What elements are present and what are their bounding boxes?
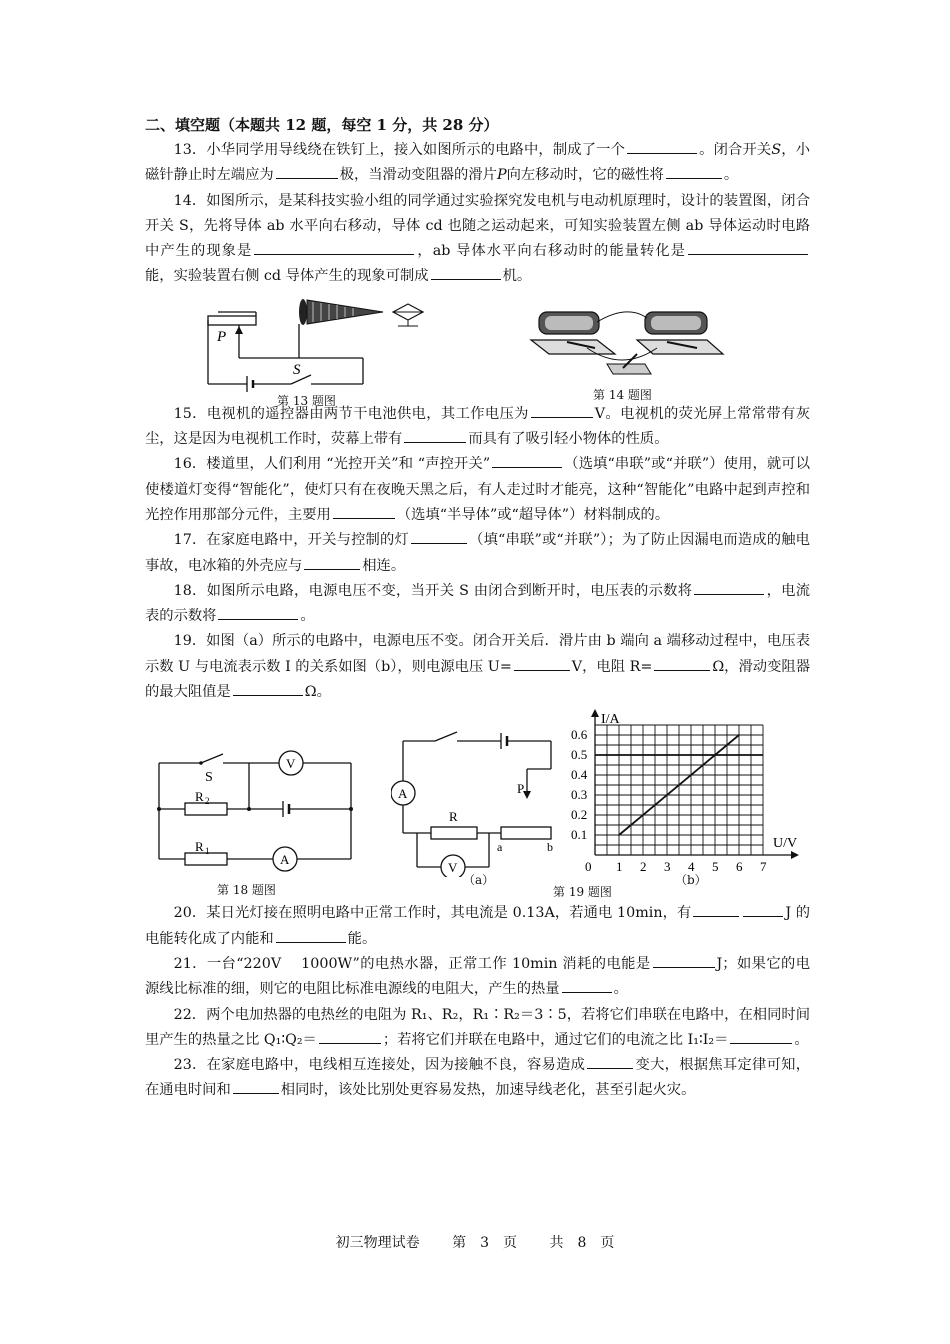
y-tick-label: 0.1 — [571, 827, 588, 843]
svg-text:P: P — [517, 781, 525, 797]
question-14: 14．如图所示，是某科技实验小组的同学通过实验探究发电机与电动机原理时，设计的装置图，闭合开关 S，先将导体 ab 水平向右移动，导体 cd 也随之运动起来，可知实验装置左侧 ab 导体运动时电路中产生的现象是 ，ab 导体水平向右移动时的能量转化是能，实验装置右侧 cd 导体产生的现象可制成 机。 — [145, 192, 810, 285]
answer-blank[interactable] — [233, 1078, 279, 1094]
answer-blank[interactable] — [514, 655, 570, 671]
answer-blank[interactable] — [304, 554, 360, 570]
question-15: 15．电视机的遥控器由两节干电池供电，其工作电压为 V。电视机的荧光屏上常常带有灰尘，这是因为电视机工作时，荧幕上带有 而具有了吸引轻小物体的性质。 — [145, 402, 810, 453]
svg-text:V: V — [448, 860, 458, 876]
x-tick-label: 7 — [760, 859, 767, 875]
figures-13-14 — [145, 290, 810, 408]
svg-text:b: b — [547, 840, 553, 855]
question-23: 23．在家庭电路中，电线相互连接处，因为接触不良，容易造成 变大，根据焦耳定律可知，在通电时间和 相同时，该处比别处更容易发热，加速导线老化，甚至引起火灾。 — [145, 1053, 810, 1104]
answer-blank[interactable] — [404, 427, 466, 443]
resistor-r-icon — [431, 827, 477, 839]
answer-blank[interactable] — [693, 901, 739, 917]
footer-page-total: 共 8 页 — [549, 1235, 615, 1251]
answer-blank[interactable] — [587, 1053, 633, 1069]
answer-blank[interactable] — [627, 138, 697, 154]
question-16: 16．楼道里，人们利用 “光控开关”和 “声控开关” （选填“串联”或“并联”）使用，就可以使楼道灯变得“智能化”，使灯只有在夜晚天黑之后，有人走过时才能亮，这种“智能化”电路中起到声控和光控作用那部分元件，主要用 （选填“半导体”或“超导体”）材料制成的。 — [145, 452, 810, 528]
answer-blank[interactable] — [492, 452, 562, 468]
svg-text:V: V — [286, 756, 296, 772]
answer-blank[interactable] — [233, 680, 303, 696]
x-axis-label: U/V — [773, 836, 798, 852]
y-axis-arrow — [591, 709, 599, 717]
y-tick-label: 0.5 — [571, 747, 588, 763]
answer-blank[interactable] — [333, 503, 395, 519]
svg-text:R: R — [449, 809, 458, 825]
section-title: 二、填空题（本题共 12 题，每空 1 分，共 28 分） — [145, 116, 499, 134]
figure-13-circuit — [203, 292, 463, 392]
question-19: 19．如图（a）所示的电路中，电源电压不变。闭合开关后．滑片由 b 端向 a 端移动过程中，电压表示数 U 与电流表示数 I 的关系如图（b），则电源电压 U= V，电阻 R= Ω，滑动变阻器的最大阻值是 Ω。 — [145, 633, 810, 701]
svg-text:1: 1 — [205, 846, 210, 857]
figure-18-caption: 第 18 题图 — [217, 883, 276, 898]
slider-label: P — [217, 328, 227, 345]
question-20: 20．某日光灯接在照明电路中正常工作时，其电流是 0.13A，若通电 10min，有 J 的电能转化成了内能和 能。 — [145, 901, 810, 952]
answer-blank[interactable] — [743, 901, 783, 917]
answer-blank[interactable] — [730, 1028, 792, 1044]
y-tick-label: 0.3 — [571, 787, 588, 803]
question-21: 21．一台“220V 1000W”的电热水器，正常工作 10min 消耗的电能是 J；如果它的电源线比标准的细，则它的电阻比标准电源线的电阻大，产生的热量 。 — [145, 952, 810, 1003]
figure-19b-label: （b） — [675, 873, 707, 888]
answer-blank[interactable] — [666, 163, 722, 179]
x-tick-label: 6 — [736, 859, 743, 875]
answer-blank[interactable] — [531, 402, 593, 418]
figure-18-circuit — [155, 743, 365, 873]
answer-blank[interactable] — [654, 655, 710, 671]
figures-18-19 — [145, 705, 810, 901]
answer-blank[interactable] — [276, 163, 338, 179]
figure-19b-chart — [569, 705, 801, 875]
exam-page — [145, 112, 810, 1104]
answer-blank[interactable] — [218, 604, 298, 620]
switch-label: S — [205, 770, 213, 786]
answer-blank[interactable] — [319, 1028, 381, 1044]
footer-page-number: 第 3 页 — [452, 1235, 517, 1251]
answer-blank[interactable] — [276, 927, 346, 943]
y-tick-label: 0.4 — [571, 767, 588, 783]
svg-text:a: a — [497, 840, 503, 855]
figure-19a-circuit — [391, 717, 571, 877]
svg-text:A: A — [280, 852, 290, 868]
y-tick-label: 0.6 — [571, 727, 588, 743]
question-22: 22．两个电加热器的电热丝的电阻为 R₁、R₂，R₁∶R₂＝3∶5，若将它们串联在电路中，在相同时间里产生的热量之比 Q₁∶Q₂＝ ；若将它们并联在电路中，通过它们的电流之比 I₁∶I₂＝ 。 — [145, 1006, 810, 1048]
answer-blank[interactable] — [694, 579, 764, 595]
x-tick-label: 0 — [585, 859, 592, 875]
x-tick-label: 4 — [688, 859, 695, 875]
figure-19a-label: （a） — [463, 873, 495, 888]
y-axis-label: I/A — [601, 712, 620, 728]
footer-exam-title: 初三物理试卷 — [335, 1235, 420, 1251]
question-13: 13．小华同学用导线绕在铁钉上，接入如图所示的电路中，制成了一个 。闭合开关S，小磁针静止时左端应为 极，当滑动变阻器的滑片P向左移动时，它的磁性将 。 — [145, 138, 810, 189]
question-18: 18．如图所示电路，电源电压不变，当开关 S 由闭合到断开时，电压表的示数将 ，电流表的示数将 。 — [145, 579, 810, 630]
figure-14-caption: 第 14 题图 — [593, 387, 652, 402]
y-tick-label: 0.2 — [571, 807, 588, 823]
svg-text:R: R — [195, 789, 204, 805]
answer-blank[interactable] — [411, 528, 467, 544]
svg-text:2: 2 — [205, 796, 210, 807]
x-tick-label: 2 — [640, 859, 647, 875]
switch-icon — [607, 364, 651, 374]
figure-13-caption: 第 13 题图 — [277, 393, 336, 408]
svg-text:R: R — [195, 839, 204, 855]
page-footer — [0, 1232, 950, 1252]
switch-label: S — [293, 361, 301, 378]
answer-blank[interactable] — [688, 239, 808, 255]
x-tick-label: 5 — [712, 859, 719, 875]
x-tick-label: 1 — [616, 859, 623, 875]
answer-blank[interactable] — [431, 264, 501, 280]
x-axis-arrow — [791, 851, 799, 859]
answer-blank[interactable] — [254, 239, 414, 255]
answer-blank[interactable] — [653, 952, 715, 968]
figure-19-caption: 第 19 题图 — [553, 885, 612, 900]
answer-blank[interactable] — [562, 977, 612, 993]
question-17: 17．在家庭电路中，开关与控制的灯 （填“串联”或“并联”）；为了防止因漏电而造成的触电事故，电冰箱的外壳应与 相连。 — [145, 528, 810, 579]
svg-text:A: A — [398, 786, 408, 802]
rheostat-icon — [501, 827, 551, 839]
x-tick-label: 3 — [664, 859, 671, 875]
coil-icon — [299, 299, 307, 325]
figure-14-apparatus — [527, 302, 727, 382]
